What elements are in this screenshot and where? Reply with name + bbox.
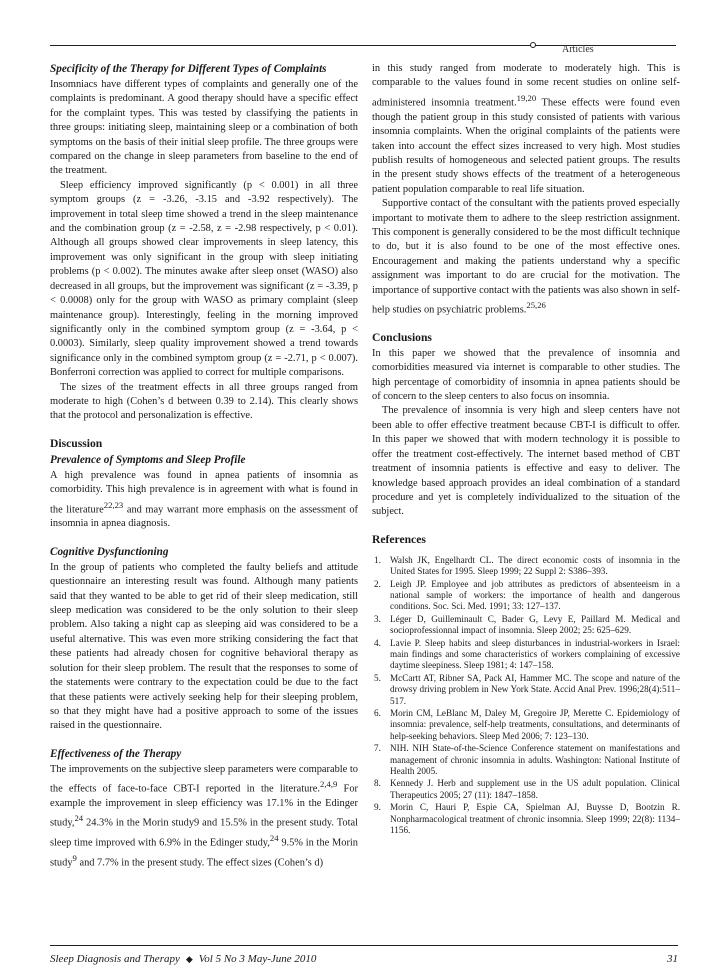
reference-text: Walsh JK, Engelhardt CL. The direct economic costs of insomnia in the United States for 1995. Sleep 1999; 22 Suppl 2: S386–393. bbox=[390, 554, 680, 577]
subsection-heading-effectiveness: Effectiveness of the Therapy bbox=[50, 747, 182, 760]
citation: 22,23 bbox=[103, 499, 124, 510]
reference-item bbox=[372, 638, 680, 672]
paragraph: Supportive contact of the consultant with the patients proved especially important to motivate them to adhere to the sleep restriction assignment. This component is generally considered to be the most difficult technique to do, but it is also found to be one of the most effective ones. Encouragement and making the patients understand why a specific assignment was important to do are crucial for the motivation. The importance of supportive contact with the patients was also shown in self-help studies on psychiatric problems.$^{25,26}$ bbox=[372, 198, 680, 316]
paragraph: The sizes of the treatment effects in all three groups ranged from moderate to high (Cohen’s d between 0.39 to 2.14). This clearly shows that the protocol and personalization is effective. bbox=[50, 381, 358, 422]
reference-number: 4. bbox=[374, 637, 381, 648]
citation: 25,26 bbox=[526, 299, 546, 310]
section-heading-specificity: Specificity of the Therapy for Different Types of Complaints bbox=[50, 63, 327, 75]
reference-item bbox=[372, 579, 680, 613]
reference-item bbox=[372, 555, 680, 578]
reference-item bbox=[372, 673, 680, 707]
section-heading-conclusions: Conclusions bbox=[372, 330, 432, 344]
subsection-heading-cognitive: Cognitive Dysfunctioning bbox=[50, 545, 169, 558]
reference-item bbox=[372, 802, 680, 836]
citation: 19,20 bbox=[516, 92, 537, 103]
journal-name: Sleep Diagnosis and Therapy bbox=[50, 953, 180, 965]
reference-item bbox=[372, 778, 680, 801]
paragraph: In this paper we showed that the prevalence of insomnia and comorbidities measured via internet is comparable to other studies. The high percentage of comorbidity of insomnia in apnea patients should be of concern to the sleep centers to also focus on insomnia. bbox=[372, 347, 680, 403]
reference-item bbox=[372, 743, 680, 777]
paragraph: in this study ranged from moderate to moderately high. This is comparable to the values found in some recent studies on online self-administered insomnia treatment.$^{19,20}$ These effects were found even though the patient group in this study consisted of patients with various insomnia complaints. When the original complaints of the patients were taken into account the effect sizes increased to very high. Most studies publish results of homogeneous and selected patient groups. The results in the present study shows effects of the treatment of a heterogeneous patient population comparable to real life situation. bbox=[372, 63, 680, 195]
footer-rule bbox=[50, 945, 678, 946]
reference-text: Kennedy J. Herb and supplement use in the US adult population. Clinical Therapeutics 2005; 27 (11): 1847–1858. bbox=[390, 778, 680, 800]
reference-number: 5. bbox=[374, 672, 381, 683]
citation: 24 bbox=[269, 833, 279, 844]
journal-issue: Vol 5 No 3 May-June 2010 bbox=[198, 953, 317, 965]
reference-number: 7. bbox=[374, 743, 381, 754]
citation: 24 bbox=[74, 813, 84, 824]
header-rule-ornament bbox=[530, 42, 536, 48]
diamond-icon: ◆ bbox=[185, 954, 193, 964]
reference-text: McCartt AT, Ribner SA, Pack AI, Hammer MC. The scope and nature of the drowsy driving problem in New York State. Accid Anal Prev. 1996;28(4):511–517. bbox=[390, 672, 680, 706]
reference-number: 6. bbox=[374, 708, 381, 718]
paragraph: In the group of patients who completed the faulty beliefs and attitude questionnaire an interesting result was found. Although many patients said that they wanted to be able to get rid of their sleep medication, still sleep medication was considered to be the only solution to their sleep problem. Also taking a night cap as sleeping aid was considered to be a useful alternative. This was even more striking considering the fact that these patients had already chosen for cognitive behavioral therapy as solution for their sleep problem. The result that the responses to some of the statements were contrary to the expectation could be due to the fact that these patients were actively seeking help for their sleeping problem, so that they might have had a positive approach to some of the issues raised in the questionnaire. bbox=[50, 561, 358, 732]
subsection-heading-prevalence: Prevalence of Symptoms and Sleep Profile bbox=[50, 453, 246, 466]
reference-text: Morin C, Hauri P, Espie CA, Spielman AJ, Buysse D, Bootzin R. Nonpharmacological treatment of chronic insomnia. Sleep 1999; 22(8): 1134–1156. bbox=[390, 802, 680, 836]
reference-number: 9. bbox=[374, 802, 381, 813]
left-column bbox=[50, 62, 358, 871]
right-column bbox=[372, 62, 680, 837]
reference-number: 2. bbox=[374, 578, 381, 589]
citation: 9 bbox=[72, 853, 77, 864]
reference-item bbox=[372, 614, 680, 637]
section-label: Articles bbox=[562, 44, 594, 55]
paragraph: A high prevalence was found in apnea patients of insomnia as comorbidity. This high prevalence is in agreement with what is found in the literature$^{22,23}$ and may warrant more emphasis on the assessment of insomnia in apnea diagnosis. bbox=[50, 469, 359, 530]
reference-text: Morin CM, LeBlanc M, Daley M, Gregoire JP, Merette C. Epidemiology of insomnia: prevalence, self-help treatments, consultations, and determinants of help-seeking behaviors. Sleep Med 2006; 7: 123–130. bbox=[390, 708, 680, 741]
paragraph: The prevalence of insomnia is very high and sleep centers have not been able to offer effective treatment because CBT-I is difficult to offer. In this paper we showed that with modern technology it is possible to offer the treatment cost-effectively. The internet based method of CBT treatment of insomnia patients is effective and easy to deliver. The knowledge based approach provides an ideal combination of a standard procedure and yet is completely individualized to the situation of the subject. bbox=[372, 405, 680, 518]
reference-list bbox=[372, 555, 680, 837]
journal-footer bbox=[50, 953, 316, 965]
citation: 2,4,9 bbox=[320, 779, 338, 790]
reference-number: 3. bbox=[374, 613, 381, 624]
reference-text: NIH. NIH State-of-the-Science Conference statement on manifestations and management of chronic insomnia in adults. Washington: National Institute of Health 2005. bbox=[390, 743, 680, 777]
paragraph: The improvements on the subjective sleep parameters were comparable to the effects of face-to-face CBT-I reported in the literature.$^{2,4,9}$ For example the improvement in sleep efficiency was 17.1% in the Edinger study,$^{24}$ 24.3% in the Morin study9 and 15.5% in the present study. Total sleep time improved with 6.9% in the Edinger study,$^{24}$ 9.5% in the Morin study$^9$ and 7.7% in the present study. The effect sizes (Cohen’s d) bbox=[50, 763, 358, 869]
page-number: 31 bbox=[667, 953, 678, 965]
reference-text: Léger D, Guilleminault C, Bader G, Levy E, Paillard M. Medical and socioprofessionnal impact of insomnia. Sleep 2002; 25: 625–629. bbox=[390, 613, 680, 636]
paragraph: Sleep efficiency improved significantly (p < 0.001) in all three symptom groups (z = -3.26, -3.15 and -3.92 respectively). The improvement in total sleep time showed a trend in the sleep maintenance and the combination group (z = -2.58, z = -2.98 respectively, p < 0.01). Although all groups showed clear improvements in sleep latency, this improvement was only significant in the group with sleep initiating problems (p < 0.002). The minutes awake after sleep onset (WASO) also decreased in all groups, but the improvement was significant (z = -3.39, p < 0.0008) only for the group with WASO as primary complaint (sleep maintenance group). Interestingly, feeling in the morning improved significantly only in the combined symptom group (z = -3.64, p < 0.0003). Similarly, sleep quality improvement showed a trend towards significance only in the combined symptom group (z = -2.71, p < 0.007). Bonferroni correction was applied to correct for multiple comparisons. bbox=[50, 179, 358, 379]
paragraph: Insomniacs have different types of complaints and generally one of the complaints is predominant. A good therapy should have a specific effect for the complaint types. This was tested by classifying the patients in three groups: initiating sleep, maintaining sleep or a combination of both symptoms on the basis of their initial sleep profile. The three groups were compared on the change in sleep parameters from baseline to the end of the treatment. bbox=[50, 79, 358, 177]
reference-number: 8. bbox=[374, 778, 381, 789]
reference-number: 1. bbox=[374, 554, 381, 565]
section-heading-discussion: Discussion bbox=[50, 436, 103, 450]
reference-text: Leigh JP. Employee and job attributes as predictors of absenteeism in a national sample of workers: the importance of health and dangerous conditions. Soc. Sci. Med. 1991; 33: 127–137. bbox=[390, 578, 680, 612]
section-heading-references: References bbox=[372, 532, 426, 546]
reference-text: Lavie P. Sleep habits and sleep disturbances in industrial-workers in Israel: main findings and some characteristics of workers complaining of excessive daytime sleepiness. Sleep 1981; 4: 147–158. bbox=[390, 637, 680, 671]
reference-item bbox=[372, 708, 680, 742]
